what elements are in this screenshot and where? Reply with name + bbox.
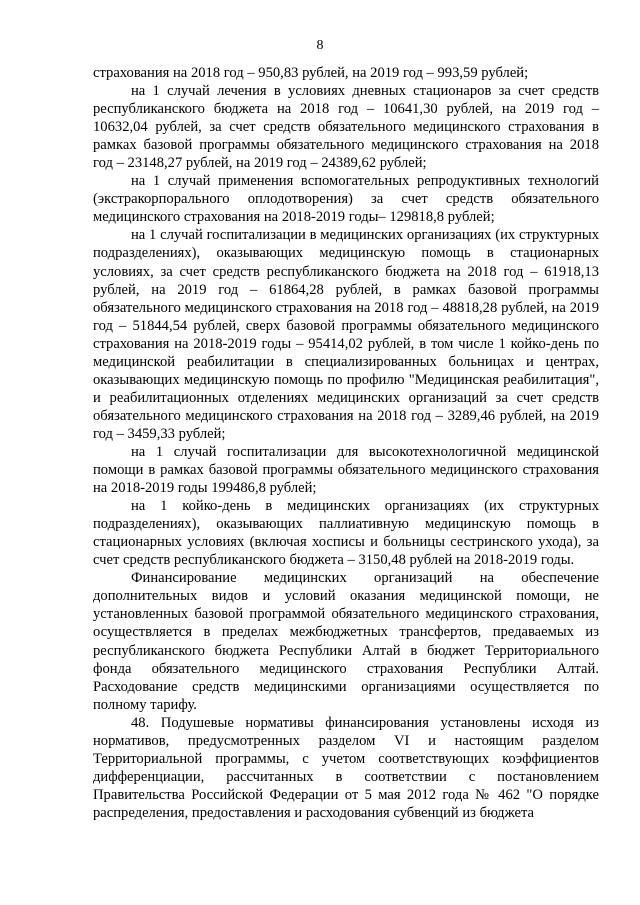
paragraph-ivf-cost: на 1 случай применения вспомогательных репродуктивных технологий (экстракорпорального оплодотворения) за счет средств обязательного медицинского страхования на 2018-2019 годы– 129818,8 рублей; [93,173,599,226]
paragraph-palliative-bed-day-cost: на 1 койко-день в медицинских организациях (их структурных подразделениях), оказывающих паллиативную медицинскую помощь в стационарных условиях (включая хосписы и больницы сестринского ухода), за счет средств республиканского бюджета – 3150,48 рублей на 2018-2019 годы. [93,498,599,569]
paragraph-day-hospital-cost: на 1 случай лечения в условиях дневных стационаров за счет средств республиканского бюджета на 2018 год – 10641,30 рублей, на 2019 год – 10632,04 рублей, за счет средств обязательного медицинского страхования в рамках базовой программы обязательного медицинского страхования на 2018 год – 23148,27 рублей, на 2019 год – 24389,62 рублей; [93,83,599,172]
paragraph-hospitalization-cost: на 1 случай госпитализации в медицинских организациях (их структурных подразделениях), оказывающих медицинскую помощь в стационарных условиях, за счет средств республиканского бюджета на 2018 год – 61918,13 рублей, на 2019 год – 61864,28 рублей, в рамках базовой программы обязательного медицинского страхования на 2018 год – 48818,28 рублей, на 2019 год – 51844,54 рублей, сверх базовой программы обязательного медицинского страхования на 2018-2019 годы – 95414,02 рублей, в том числе 1 койко-день по медицинской реабилитации в специализированных больницах и центрах, оказывающих медицинскую помощь по профилю "Медицинская реабилитация", и реабилитационных отделениях медицинских организаций за счет средств обязательного медицинского страхования на 2018 год – 3289,46 рублей, на 2019 год – 3459,33 рублей; [93,227,599,442]
paragraph-48-per-capita-standards: 48. Подушевые нормативы финансирования установлены исходя из нормативов, предусмотренных разделом VI и настоящим разделом Территориальной программы, с учетом соответствующих коэффициентов дифференциации, рассчитанных в соответствии с постановлением Правительства Российской Федерации от 5 мая 2012 года № 462 "О порядке распределения, предоставления и расходования субвенций из бюджета [93,714,599,821]
document-body [93,64,599,822]
paragraph-continuation: страхования на 2018 год – 950,83 рублей, на 2019 год – 993,59 рублей; [93,65,529,81]
paragraph-additional-financing: Финансирование медицинских организаций на обеспечение дополнительных видов и условий оказания медицинской помощи, не установленных базовой программой обязательного медицинского страхования, осуществляется в пределах межбюджетных трансфертов, предаваемых из республиканского бюджета Республики Алтай в бюджет Территориального фонда обязательного медицинского страхования Республики Алтай. Расходование средств медицинскими организациями осуществляется по полному тарифу. [93,570,599,713]
paragraph-high-tech-care-cost: на 1 случай госпитализации для высокотехнологичной медицинской помощи в рамках базовой программы обязательного медицинского страхования на 2018-2019 годы 199486,8 рублей; [93,443,599,497]
page-number: 8 [316,38,324,53]
